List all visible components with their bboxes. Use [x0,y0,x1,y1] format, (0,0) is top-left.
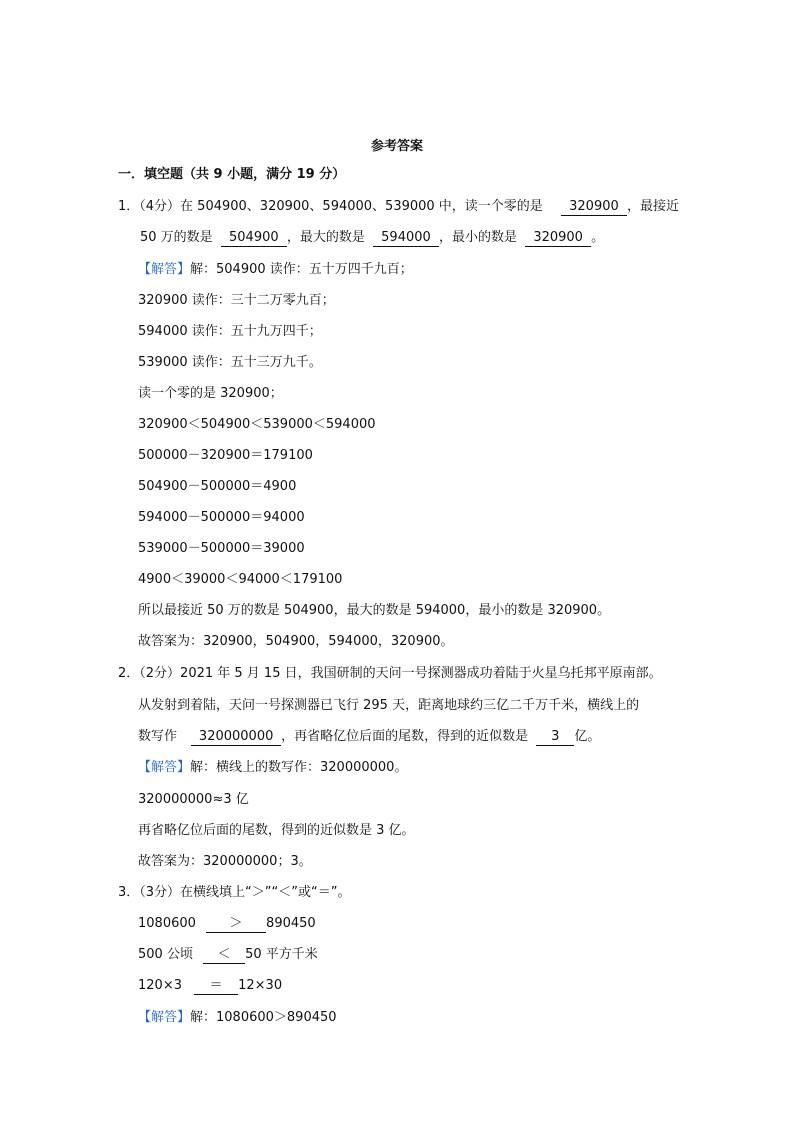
q3-answer-blank: ＜ [203,947,245,964]
q2-text: 数写作 [138,729,178,744]
q1-solution-text: 解：504900 读作：五十万四千九百； [190,262,413,277]
q1-answer-blank-1: 320900 [561,199,627,216]
q3-solution-line [138,1009,337,1027]
q1-solution-line: 所以最接近 50 万的数是 504900，最大的数是 594000，最小的数是 320900。 [138,603,611,618]
solution-tag: 【解答】 [138,262,191,277]
q3-answer-blank: ＞ [206,916,266,933]
q1-solution-line: 读一个零的是 320900； [138,386,283,401]
q3-answer-blank: ＝ [194,978,238,995]
question-2-line-3 [138,728,600,746]
q1-text: ，最大的数是 [286,230,365,245]
q3-comparison-row [138,915,316,933]
page-title: 参考答案 [370,139,423,154]
q3-solution-text: 解：1080600＞890450 [190,1010,337,1025]
q3-right-value: 890450 [266,916,316,931]
q1-solution-line: 594000－500000＝94000 [138,510,305,525]
q2-solution-text: 解：横线上的数写作：320000000。 [190,760,408,775]
q2-solution-line: 再省略亿位后面的尾数，得到的近似数是 3 亿。 [138,823,415,838]
q3-right-value: 50 平方千米 [245,947,318,962]
q1-solution-line: 故答案为：320900，504900，594000，320900。 [138,634,454,649]
q1-solution-line: 539000 读作：五十三万九千。 [138,355,322,370]
q1-text: ，最小的数是 [438,230,517,245]
q1-solution-line [138,261,413,279]
q3-left-value: 500 公顷 [138,947,193,962]
q1-text: 50 万的数是 [140,230,213,245]
q1-answer-blank-4: 320900 [525,230,591,247]
q2-text: 亿。 [574,729,601,744]
q2-text: ，再省略亿位后面的尾数，得到的近似数是 [281,729,529,744]
q1-text: ，最接近 [626,199,679,214]
question-1-line-1 [118,198,679,216]
q2-answer-blank-2: 3 [536,729,574,746]
q2-solution-line: 320000000≈3 亿 [138,792,249,807]
section-heading: 一．填空题（共 9 小题，满分 19 分） [118,167,346,182]
q3-left-value: 120×3 [138,978,182,993]
q2-solution-line [138,759,407,777]
q1-solution-line: 4900＜39000＜94000＜179100 [138,572,343,587]
question-1-line-2 [140,229,604,247]
q3-comparison-row [138,977,282,995]
q1-text: 。 [591,230,605,245]
q3-right-value: 12×30 [238,978,283,993]
question-3-line-1: 3．（3分）在横线填上“＞”“＜”或“＝”。 [118,885,351,900]
q1-solution-line: 320900 读作：三十二万零九百； [138,293,335,308]
q1-text: 1．（4分）在 504900、320900、594000、539000 中，读一个零的是 [118,199,543,214]
q1-solution-line: 539000－500000＝39000 [138,541,305,556]
q1-solution-line: 500000－320900＝179100 [138,448,313,463]
q2-solution-line: 故答案为：320000000；3。 [138,854,312,869]
question-2-line-2: 从发射到着陆，天问一号探测器已飞行 295 天，距离地球约三亿二千万千米，横线上的 [138,698,640,713]
q1-solution-line: 594000 读作：五十九万四千； [138,324,322,339]
q1-solution-line: 320900＜504900＜539000＜594000 [138,417,376,432]
q1-answer-blank-2: 504900 [221,230,287,247]
q1-answer-blank-3: 594000 [373,230,439,247]
question-2-line-1: 2．（2分）2021 年 5 月 15 日，我国研制的天问一号探测器成功着陆于火星乌托邦平原南部。 [118,666,662,681]
q1-solution-line: 504900－500000＝4900 [138,479,297,494]
q3-left-value: 1080600 [138,916,196,931]
solution-tag: 【解答】 [138,760,191,775]
q2-answer-blank-1: 320000000 [191,729,281,746]
q3-comparison-row [138,946,318,964]
solution-tag: 【解答】 [138,1010,191,1025]
